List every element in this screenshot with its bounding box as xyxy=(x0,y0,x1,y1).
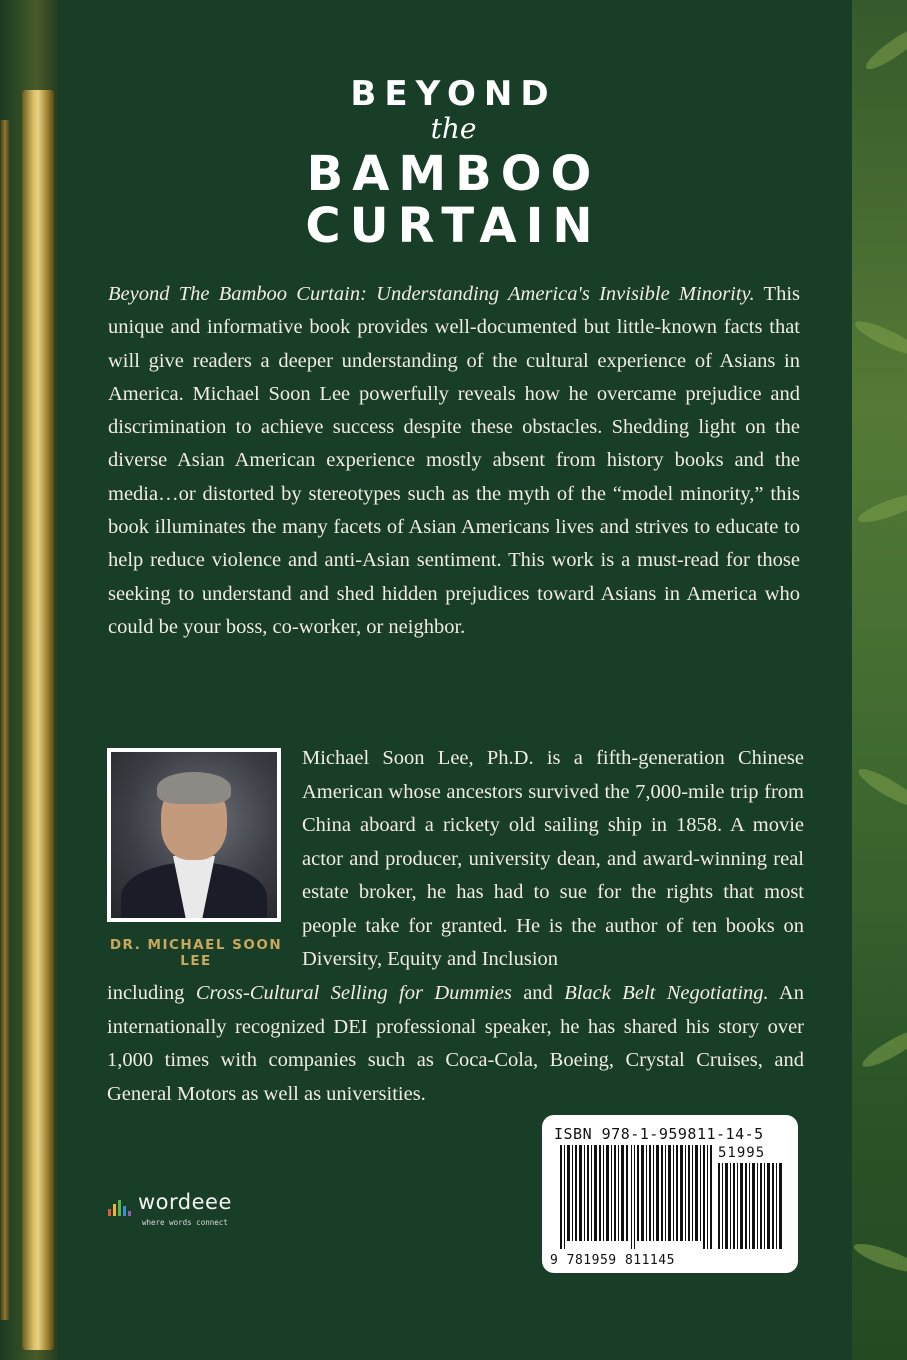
isbn-barcode xyxy=(542,1115,798,1273)
publisher-logo xyxy=(108,1190,268,1230)
bio-text: including xyxy=(107,982,196,1004)
book-description xyxy=(108,278,800,644)
publisher-tagline: where words connect xyxy=(142,1218,228,1227)
bio-book-title: Black Belt Negotiating. xyxy=(564,982,769,1004)
author-bio-part1: Michael Soon Lee, Ph.D. is a fifth-generation Chinese American whose ancestors survived the 7,000-mile trip from China aboard a rickety old sailing ship in 1858. A movie actor and producer, university dean, and award-winning real estate broker, he has had to sue for the rights that most people take for granted. He is the author of ten books on Diversity, Equity and Inclusion xyxy=(302,747,804,970)
author-photo xyxy=(107,748,281,922)
isbn-label: ISBN 978-1-959811-14-5 xyxy=(554,1125,764,1143)
bamboo-leaf xyxy=(855,489,907,528)
bamboo-leaf xyxy=(851,1239,907,1278)
title-bamboo: BAMBOO xyxy=(306,146,601,202)
publisher-bars-icon xyxy=(108,1200,134,1216)
barcode-main-bars xyxy=(560,1145,712,1249)
title-beyond: BEYOND xyxy=(350,74,557,114)
left-bamboo-stalk xyxy=(22,90,54,1350)
title-the: the xyxy=(430,112,477,145)
left-bamboo-stalk-thin xyxy=(0,120,10,1320)
book-subtitle: Beyond The Bamboo Curtain: Understanding America's Invisible Minority. xyxy=(108,283,755,305)
bio-text: and xyxy=(511,982,565,1004)
barcode-price-bars xyxy=(718,1163,784,1249)
portrait-hair xyxy=(157,772,231,804)
bamboo-leaf xyxy=(855,764,907,813)
bamboo-leaf xyxy=(859,1024,907,1073)
barcode-number: 9 781959 811145 xyxy=(550,1253,675,1268)
description-body: This unique and informative book provides well-documented but little-known facts that will give readers a deeper understanding of the cultural experience of Asians in America. Michael Soon Lee powerfully reveals how he overcame prejudice and discrimination to achieve success despite these obstacles. Shedding light on the diverse Asian American experience mostly absent from history books and the media…or distorted by stereotypes such as the myth of the “model minority,” this book illuminates the many facets of Asian Americans lives and strives to educate to help reduce violence and anti-Asian sentiment. This work is a must-read for those seeking to understand and shed hidden prejudices toward Asians in America who could be your boss, co-worker, or neighbor. xyxy=(108,283,800,638)
author-portrait xyxy=(111,752,277,918)
bamboo-leaf xyxy=(852,316,907,360)
title-curtain: CURTAIN xyxy=(305,198,602,254)
bio-book-title: Cross-Cultural Selling for Dummies xyxy=(195,982,512,1004)
author-name-caption: DR. MICHAEL SOON LEE xyxy=(109,937,283,969)
bamboo-leaf xyxy=(862,21,907,74)
price-code: 51995 xyxy=(718,1145,766,1161)
author-bio-part2 xyxy=(107,977,804,1111)
bio-text: An internationally recognized DEI professional speaker, he has shared his story over 1,000 times with companies such as Coca-Cola, Boeing, Crystal Cruises, and General Motors as well as universities. xyxy=(107,982,804,1105)
publisher-name: wordeee xyxy=(138,1190,232,1214)
